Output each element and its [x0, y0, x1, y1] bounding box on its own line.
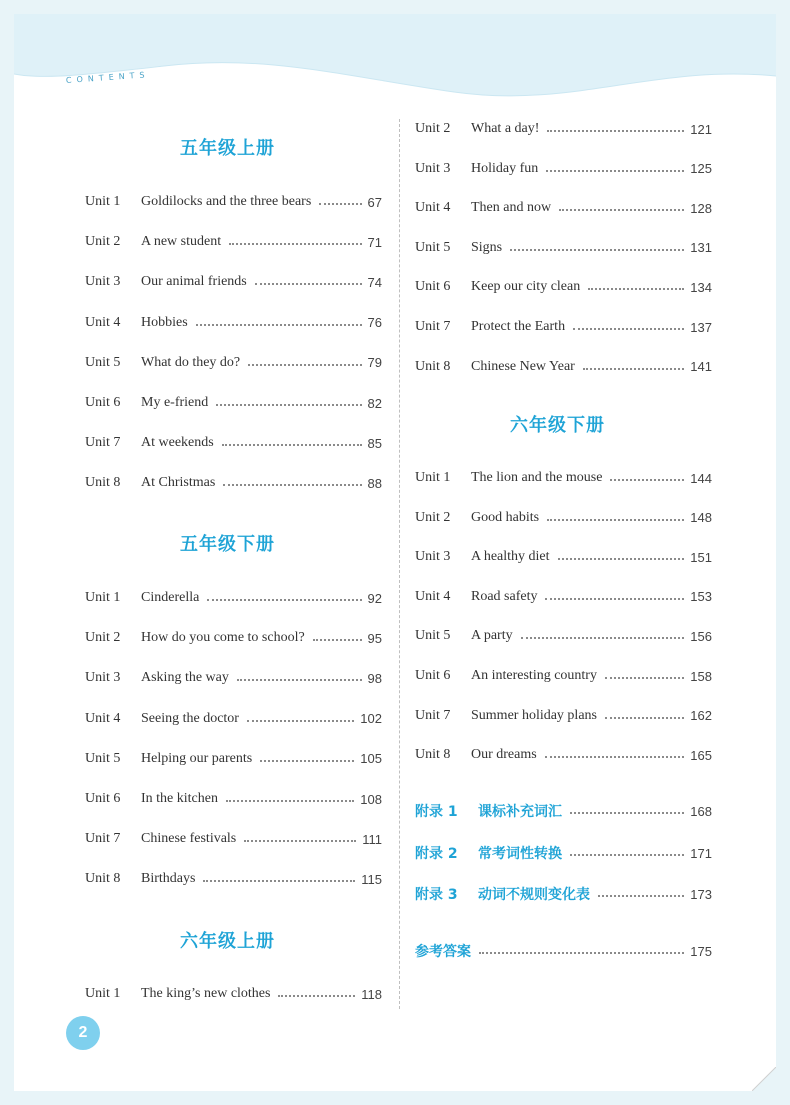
- unit-number: Unit 2: [85, 630, 121, 646]
- unit-title: A healthy diet: [471, 549, 550, 565]
- appendix-label: 附录 2: [415, 846, 458, 862]
- page-number: 95: [367, 630, 382, 646]
- toc-row[interactable]: [415, 276, 712, 298]
- unit-title: Our animal friends: [141, 274, 247, 290]
- page-number: 67: [367, 194, 382, 210]
- page-number: 137: [690, 319, 712, 335]
- unit-title: Chinese festivals: [141, 831, 237, 847]
- toc-row[interactable]: [415, 507, 712, 529]
- page-number: 102: [360, 711, 382, 727]
- page-number: 115: [361, 871, 382, 887]
- page-number: 85: [367, 435, 382, 451]
- unit-number: Unit 7: [85, 831, 121, 847]
- section-title-grade5-first: 五年级上册: [180, 138, 275, 159]
- dot-leader: [255, 281, 362, 285]
- unit-number: Unit 4: [415, 200, 451, 216]
- unit-title: Good habits: [471, 509, 540, 525]
- toc-row[interactable]: [85, 748, 382, 770]
- toc-row[interactable]: [415, 237, 712, 259]
- unit-title: The king’s new clothes: [141, 986, 271, 1001]
- page-number: 165: [690, 747, 712, 763]
- unit-number: Unit 5: [85, 354, 121, 370]
- page-number: 121: [690, 121, 712, 137]
- toc-row[interactable]: [85, 271, 382, 293]
- dot-leader: [545, 754, 685, 758]
- toc-row[interactable]: [415, 705, 712, 727]
- unit-number: Unit 3: [415, 549, 451, 565]
- dot-leader: [573, 326, 684, 330]
- unit-title: The lion and the mouse: [471, 470, 603, 485]
- dot-leader: [278, 993, 355, 997]
- page-number-badge: 2: [66, 1016, 100, 1050]
- unit-number: Unit 1: [85, 590, 121, 605]
- dot-leader: [546, 168, 684, 172]
- page-number: 156: [690, 628, 712, 644]
- unit-title: Cinderella: [141, 590, 200, 605]
- toc-row[interactable]: [85, 472, 382, 494]
- unit-title: What a day!: [471, 121, 540, 136]
- appendix-title: 动词不规则变化表: [478, 887, 590, 903]
- unit-number: Unit 7: [415, 319, 451, 334]
- toc-row[interactable]: [85, 231, 382, 253]
- unit-title: Hobbies: [141, 314, 188, 330]
- toc-row[interactable]: [85, 788, 382, 810]
- appendix-title: 课标补充词汇: [478, 804, 562, 820]
- header-wave-decoration: [14, 14, 776, 114]
- appendix-label: 附录 1: [415, 804, 458, 820]
- toc-row[interactable]: [85, 667, 382, 689]
- page-corner-fold: [752, 1067, 776, 1091]
- toc-row[interactable]: [415, 625, 712, 647]
- appendix-row-2[interactable]: [415, 842, 712, 864]
- unit-number: Unit 7: [415, 707, 451, 723]
- unit-number: Unit 7: [85, 435, 121, 451]
- unit-number: Unit 3: [415, 160, 451, 176]
- page-number: 131: [690, 240, 712, 256]
- page-number: 141: [690, 359, 712, 375]
- page-number: 148: [690, 510, 712, 526]
- dot-leader: [247, 718, 354, 722]
- unit-title: A new student: [141, 234, 222, 250]
- unit-title: Keep our city clean: [471, 279, 581, 295]
- toc-row[interactable]: [85, 983, 382, 1005]
- unit-number: Unit 4: [415, 588, 451, 604]
- appendix-page-number: 171: [690, 845, 712, 861]
- unit-number: Unit 6: [415, 279, 451, 295]
- unit-number: Unit 6: [85, 395, 121, 410]
- unit-number: Unit 5: [415, 628, 451, 644]
- section-title-grade5-second: 五年级下册: [180, 534, 275, 555]
- unit-title: Seeing the doctor: [141, 710, 239, 726]
- page-number: 118: [361, 986, 382, 1002]
- unit-title: My e-friend: [141, 395, 209, 410]
- page-number: 92: [367, 590, 382, 606]
- page-number: 134: [690, 279, 712, 295]
- page-number: 105: [360, 751, 382, 767]
- answers-title: 参考答案: [415, 944, 471, 960]
- toc-row[interactable]: [415, 316, 712, 338]
- unit-number: Unit 1: [415, 470, 451, 485]
- unit-number: Unit 2: [415, 121, 451, 136]
- unit-title: Asking the way: [141, 670, 229, 686]
- dot-leader: [319, 201, 361, 205]
- unit-title: Chinese New Year: [471, 358, 575, 374]
- unit-number: Unit 2: [415, 509, 451, 525]
- toc-row[interactable]: [415, 665, 712, 687]
- dot-leader: [237, 677, 362, 681]
- dot-leader: [558, 556, 685, 560]
- unit-title: Signs: [471, 239, 503, 255]
- unit-number: Unit 5: [415, 239, 451, 255]
- page-number: 111: [362, 831, 382, 847]
- dot-leader: [313, 637, 362, 641]
- toc-row[interactable]: [85, 352, 382, 374]
- dot-leader: [570, 810, 684, 814]
- dot-leader: [248, 362, 361, 366]
- answers-page-number: 175: [690, 943, 712, 959]
- page-number: 76: [367, 315, 382, 331]
- toc-row[interactable]: [85, 392, 382, 414]
- toc-row[interactable]: [415, 158, 712, 180]
- unit-title: How do you come to school?: [141, 630, 305, 646]
- unit-title: Helping our parents: [141, 750, 253, 766]
- toc-row[interactable]: [415, 586, 712, 608]
- unit-title: A party: [471, 628, 513, 644]
- appendix-row-1[interactable]: [415, 800, 712, 822]
- toc-row[interactable]: [415, 356, 712, 378]
- dot-leader: [588, 286, 684, 290]
- unit-number: Unit 5: [85, 750, 121, 766]
- page-number: 71: [367, 234, 382, 250]
- contents-header-label: CONTENTS: [65, 70, 150, 85]
- dot-leader: [583, 366, 684, 370]
- dot-leader: [203, 878, 355, 882]
- page-number: 162: [690, 708, 712, 724]
- unit-title: What do they do?: [141, 354, 241, 370]
- toc-row[interactable]: [85, 868, 382, 890]
- page-number: 98: [367, 670, 382, 686]
- page-number: 151: [690, 549, 712, 565]
- dot-leader: [260, 758, 354, 762]
- unit-title: Goldilocks and the three bears: [141, 194, 312, 209]
- dot-leader: [545, 596, 684, 600]
- appendix-label: 附录 3: [415, 887, 458, 903]
- dot-leader: [207, 597, 361, 601]
- dot-leader: [598, 893, 684, 897]
- unit-title: Summer holiday plans: [471, 707, 597, 723]
- unit-number: Unit 2: [85, 234, 121, 250]
- section-title-grade6-second: 六年级下册: [510, 415, 605, 436]
- appendix-row-3[interactable]: [415, 883, 712, 905]
- unit-number: Unit 6: [415, 668, 451, 683]
- unit-number: Unit 3: [85, 670, 121, 686]
- section-title-grade6-first: 六年级上册: [180, 931, 275, 952]
- unit-title: Protect the Earth: [471, 319, 566, 334]
- unit-number: Unit 1: [85, 194, 121, 209]
- unit-title: Birthdays: [141, 871, 196, 887]
- appendix-page-number: 168: [690, 803, 712, 819]
- toc-row[interactable]: [85, 312, 382, 334]
- toc-row[interactable]: [415, 467, 712, 489]
- unit-number: Unit 8: [85, 475, 121, 491]
- column-divider: [399, 119, 400, 1009]
- page-number: 82: [367, 395, 382, 411]
- toc-row[interactable]: [415, 546, 712, 568]
- toc-row[interactable]: [85, 627, 382, 649]
- page-number: 88: [367, 475, 382, 491]
- unit-title: At Christmas: [141, 475, 216, 491]
- unit-number: Unit 4: [85, 314, 121, 330]
- dot-leader: [223, 482, 361, 486]
- page-number: 158: [690, 668, 712, 684]
- toc-row[interactable]: [85, 828, 382, 850]
- appendix-title: 常考词性转换: [478, 846, 562, 862]
- toc-row[interactable]: [85, 191, 382, 213]
- dot-leader: [196, 322, 362, 326]
- contents-page: [14, 14, 776, 1091]
- dot-leader: [570, 852, 684, 856]
- unit-number: Unit 6: [85, 791, 121, 806]
- toc-row[interactable]: [85, 432, 382, 454]
- appendix-page-number: 173: [690, 886, 712, 902]
- dot-leader: [547, 128, 684, 132]
- page-number: 128: [690, 200, 712, 216]
- dot-leader: [479, 950, 684, 954]
- toc-row[interactable]: [415, 744, 712, 766]
- unit-number: Unit 8: [415, 358, 451, 374]
- unit-number: Unit 8: [85, 871, 121, 887]
- dot-leader: [226, 798, 354, 802]
- dot-leader: [222, 442, 362, 446]
- unit-number: Unit 4: [85, 710, 121, 726]
- toc-row[interactable]: [85, 587, 382, 609]
- dot-leader: [547, 517, 684, 521]
- page-number: 144: [690, 470, 712, 486]
- toc-row[interactable]: [415, 118, 712, 140]
- answers-row[interactable]: [415, 940, 712, 962]
- page-number: 74: [367, 274, 382, 290]
- dot-leader: [216, 402, 361, 406]
- dot-leader: [559, 207, 684, 211]
- dot-leader: [229, 241, 361, 245]
- unit-title: Holiday fun: [471, 160, 539, 176]
- unit-number: Unit 3: [85, 274, 121, 290]
- page-number: 108: [360, 791, 382, 807]
- unit-number: Unit 8: [415, 747, 451, 763]
- page-number: 153: [690, 589, 712, 605]
- page-number: 79: [367, 355, 382, 371]
- unit-title: An interesting country: [471, 668, 597, 683]
- dot-leader: [521, 635, 685, 639]
- dot-leader: [610, 477, 684, 481]
- dot-leader: [605, 715, 684, 719]
- unit-title: Then and now: [471, 200, 552, 216]
- unit-number: Unit 1: [85, 986, 121, 1001]
- page-number: 125: [690, 161, 712, 177]
- unit-title: Road safety: [471, 588, 538, 604]
- dot-leader: [244, 838, 356, 842]
- unit-title: At weekends: [141, 435, 214, 451]
- toc-row[interactable]: [85, 708, 382, 730]
- unit-title: In the kitchen: [141, 791, 218, 806]
- toc-row[interactable]: [415, 197, 712, 219]
- dot-leader: [605, 675, 684, 679]
- unit-title: Our dreams: [471, 747, 537, 763]
- dot-leader: [510, 247, 684, 251]
